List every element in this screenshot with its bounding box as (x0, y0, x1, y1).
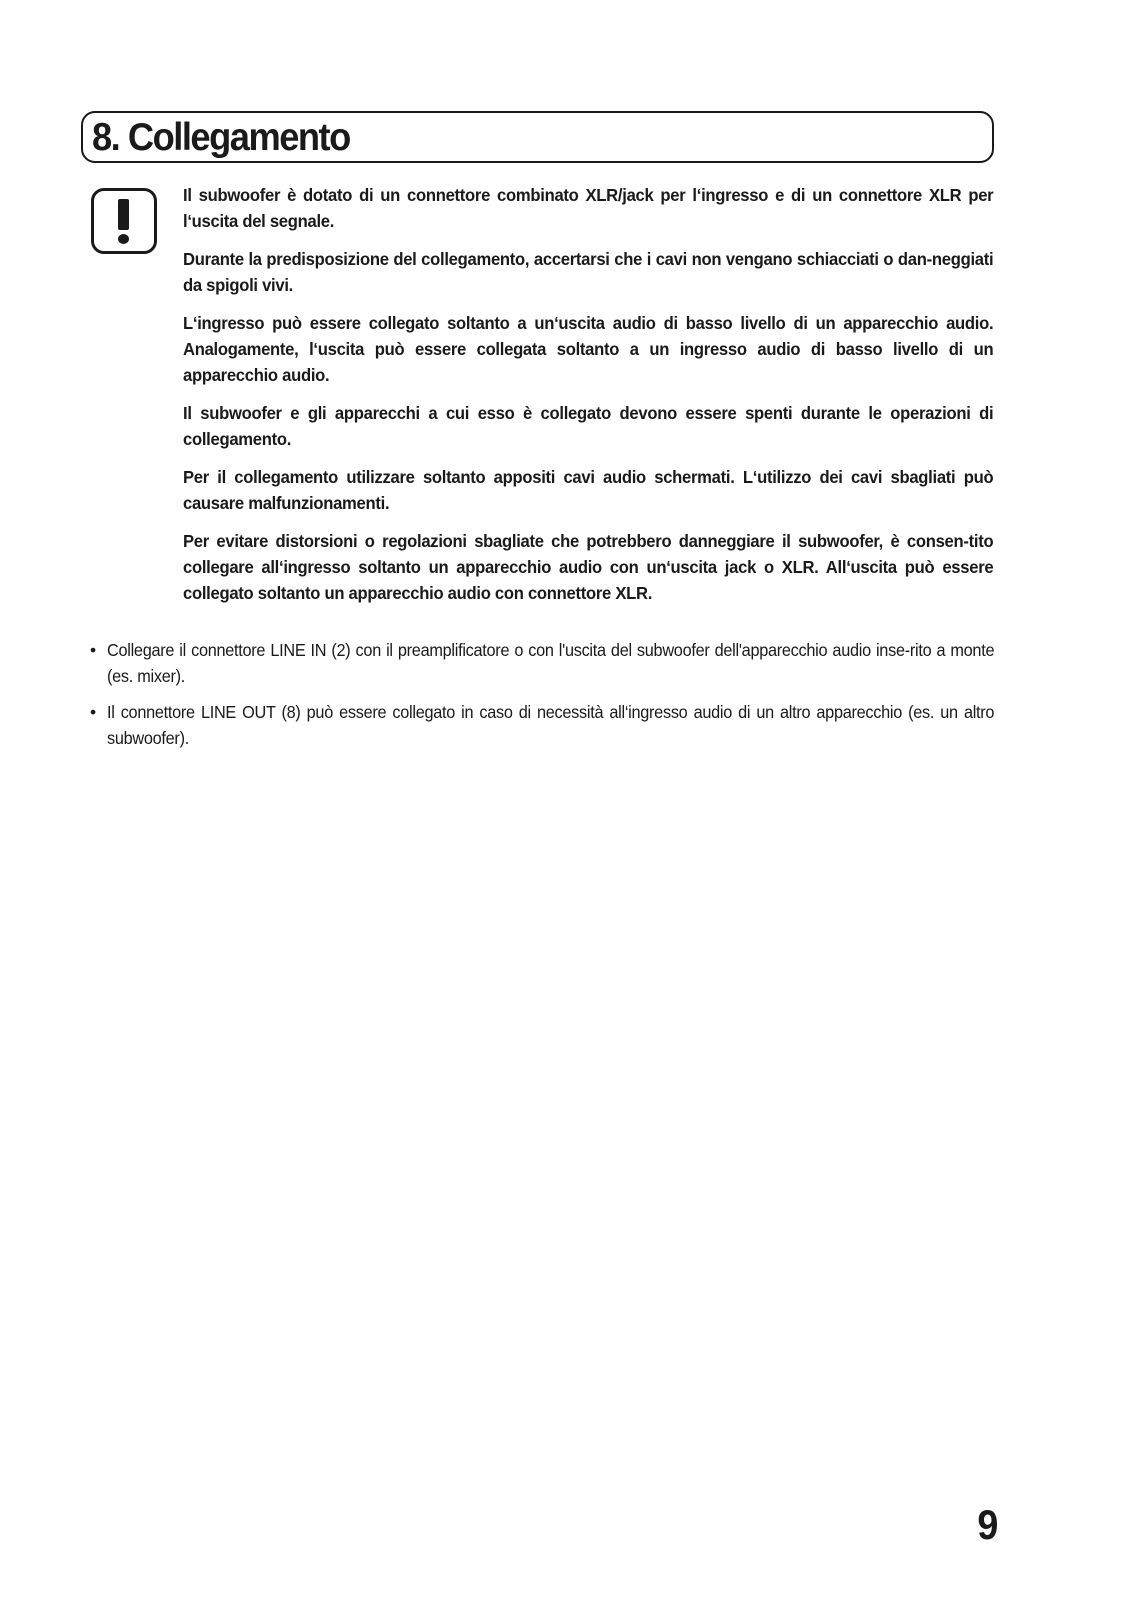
warning-paragraph: Il subwoofer è dotato di un connettore combinato XLR/jack per l‘ingresso e di un connettore XLR per l‘uscita del segnale. (183, 185, 994, 231)
exclamation-warning-icon (91, 188, 157, 254)
list-item-text: Il connettore LINE OUT (8) può essere collegato in caso di necessità all‘ingresso audio di un altro apparecchio (es. un altro subwoofer). (107, 702, 995, 748)
warning-paragraph: Per evitare distorsioni o regolazioni sbagliate che potrebbero danneggiare il subwoofer, è consen-tito collegare all‘ingresso soltanto un apparecchio audio con un‘uscita jack o XLR. All‘uscita può essere collegato soltanto un apparecchio audio con connettore XLR. (183, 531, 994, 603)
warning-paragraph: Per il collegamento utilizzare soltanto appositi cavi audio schermati. L‘utilizzo dei cavi sbagliati può causare malfunzionamenti. (183, 467, 994, 513)
instruction-list (88, 637, 994, 761)
warning-paragraph: Durante la predisposizione del collegamento, accertarsi che i cavi non vengano schiacciati o dan-neggiati da spigoli vivi. (183, 249, 994, 295)
exclamation-dot (118, 234, 129, 244)
section-header (81, 111, 994, 163)
list-item (88, 699, 994, 751)
list-item-text: Collegare il connettore LINE IN (2) con il preamplificatore o con l'uscita del subwoofer dell'apparecchio audio inse-rito a monte (es. mixer). (107, 640, 995, 686)
warning-paragraph: L‘ingresso può essere collegato soltanto a un‘uscita audio di basso livello di un apparecchio audio. Analogamente, l‘uscita può essere collegata soltanto a un ingresso audio di basso livello di un apparecchio audio. (183, 313, 994, 385)
section-title: 8. Collegamento (92, 116, 350, 159)
warning-paragraph: Il subwoofer e gli apparecchi a cui esso è collegato devono essere spenti durante le operazioni di collegamento. (183, 403, 994, 449)
exclamation-bar (118, 199, 129, 230)
warning-block (183, 182, 994, 618)
bullet-marker: • (90, 640, 97, 660)
page-number: 9 (976, 1501, 998, 1548)
bullet-marker: • (90, 702, 97, 722)
list-item (88, 637, 994, 689)
